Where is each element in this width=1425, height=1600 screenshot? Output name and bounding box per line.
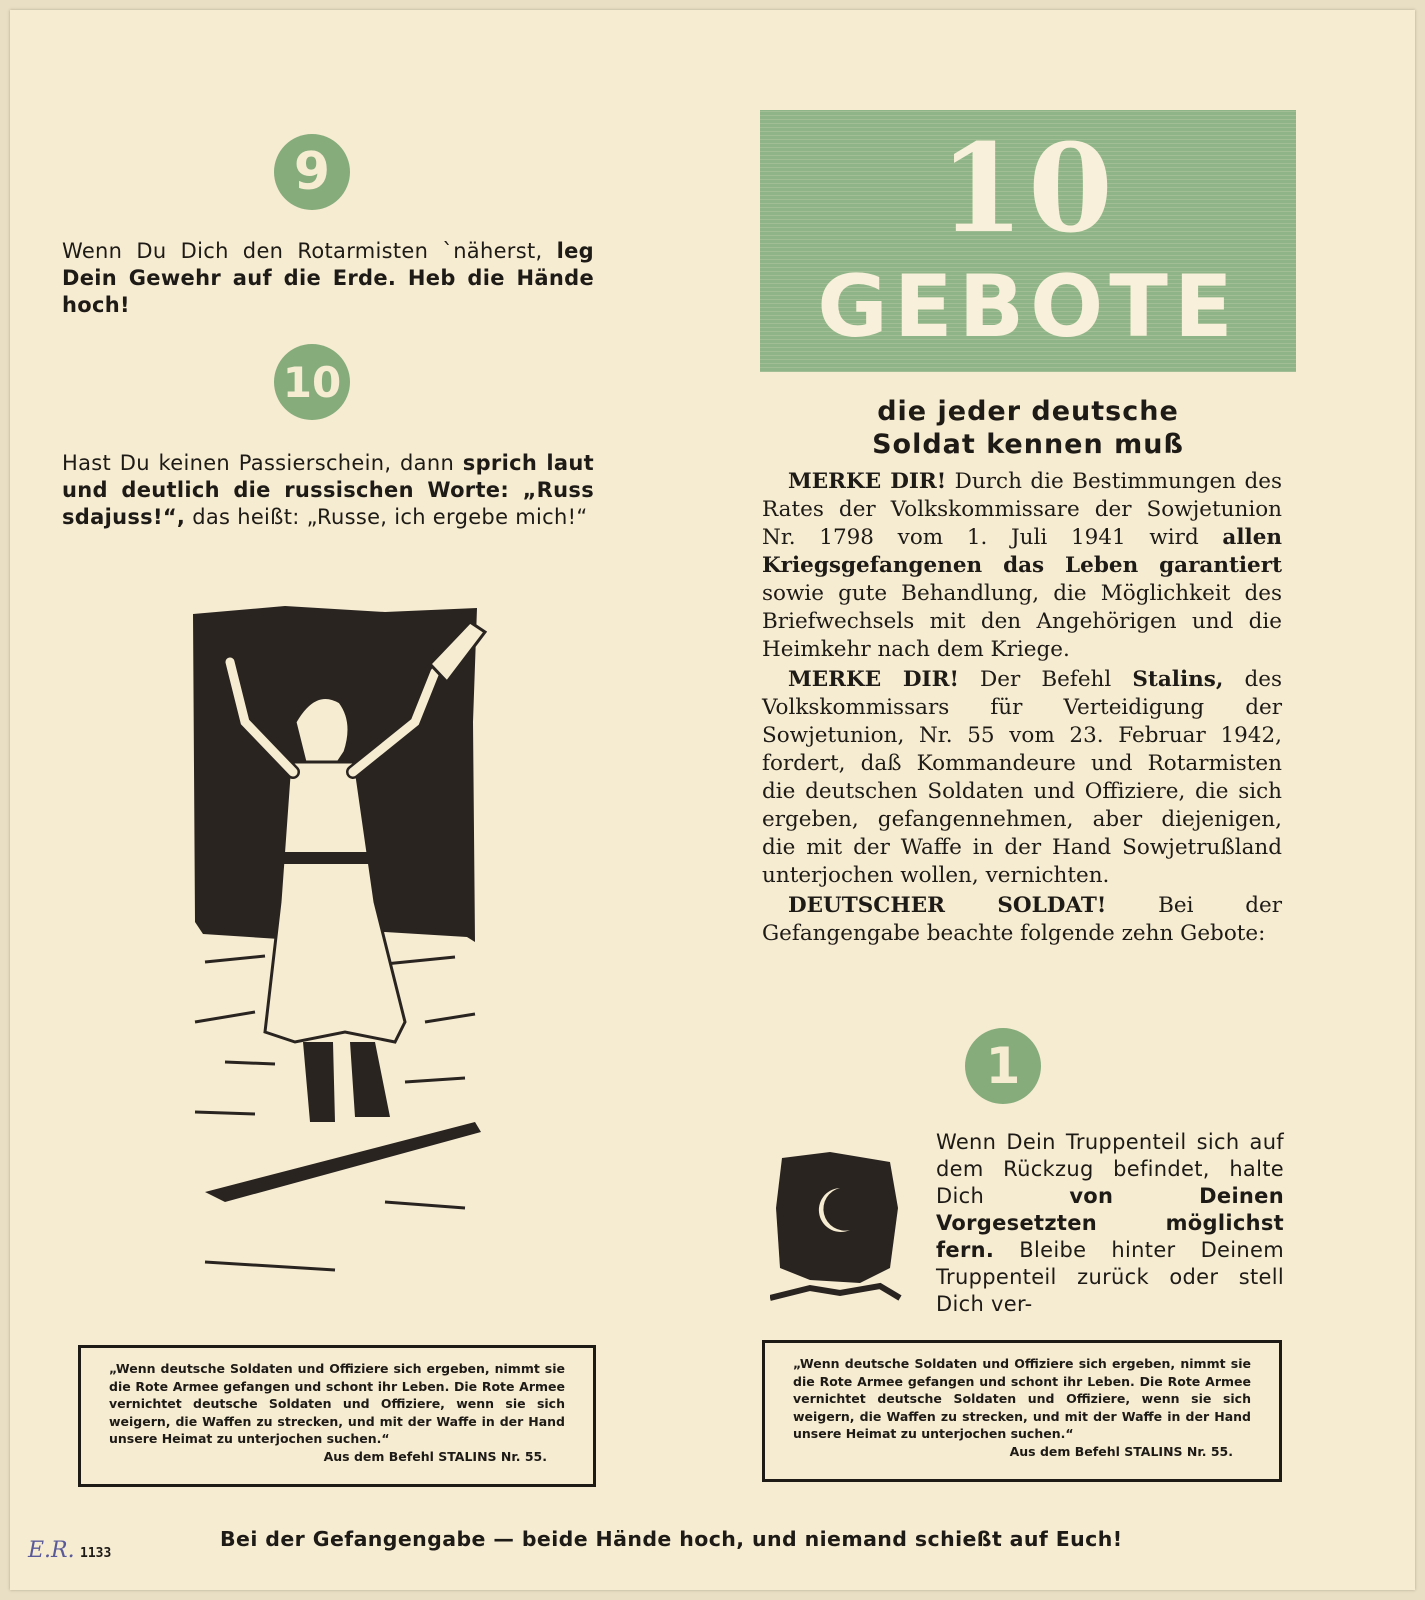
number-9-badge [274,134,350,210]
item-1-regular: Wenn Dein Truppenteil sich auf dem Rückzug befindet, halte Dich [936,1130,1284,1208]
quote-right-source: Aus dem Befehl STALINS Nr. 55. [1009,1443,1233,1459]
right-body-text [762,468,1282,948]
banner-word: GEBOTE [817,257,1239,357]
subtitle-line-1: die jeder deutsche [877,396,1179,427]
archive-number: 1133 [80,1546,112,1561]
para3-text: Bei der Gefangengabe beachte folgende zehn Gebote: [762,893,1282,946]
footer-slogan: Bei der Gefangengabe — beide Hände hoch, und niemand schießt auf Euch! [220,1527,1123,1551]
number-9-label: 9 [293,142,331,202]
quote-left-text: „Wenn deutsche Soldaten und Offiziere sich ergeben, nimmt sie die Rote Armee gefangen und schont ihr Leben. Die Rote Armee vernichtet deutsche Soldaten und Offiziere, wenn sie sich weigern, die Waffen zu strecken, und mit der Waffe in der Hand unsere Heimat zu unterjochen suchen.“ [109,1361,565,1446]
para1-text-b: sowie gute Behandlung, die Möglichkeit des Briefwechsels mit den Angehörigen und die Heimkehr nach dem Kriege. [762,581,1282,662]
item-1-regular-end: Bleibe hinter Deinem Truppenteil zurück oder stell Dich ver- [936,1238,1284,1316]
item-9-bold: leg Dein Gewehr auf die Erde. Heb die Hände hoch! [62,239,594,317]
leaflet-sheet [10,10,1415,1590]
number-1-label: 1 [985,1037,1021,1095]
number-1-badge [965,1028,1041,1104]
quote-right-text: „Wenn deutsche Soldaten und Offiziere sich ergeben, nimmt sie die Rote Armee gefangen und schont ihr Leben. Die Rote Armee vernichtet deutsche Soldaten und Offiziere, wenn sie sich weigern, die Waffen zu strecken, und mit der Waffe in der Hand unsere Heimat zu unterjochen suchen.“ [793,1356,1251,1441]
stalin-quote-box-right [762,1340,1282,1482]
paragraph-deutscher-soldat [762,892,1282,948]
item-9-text [62,238,594,319]
para3-lead: DEUTSCHER SOLDAT! [788,893,1107,918]
item-10-text [62,450,594,531]
stalin-quote-box-left [78,1345,596,1487]
subtitle-line-2: Soldat kennen muß [872,429,1184,460]
number-10-badge [274,344,350,420]
para2-lead: MERKE DIR! [788,667,959,692]
night-scene-vignette [770,1148,905,1313]
surrendering-soldier-illustration [185,602,495,1292]
quote-left-source: Aus dem Befehl STALINS Nr. 55. [323,1448,547,1464]
para2-text-a: Der Befehl [980,667,1112,692]
item-1-bold: von Deinen Vorgesetzten möglichst fern. [936,1184,1284,1262]
archive-initials: E.R. [28,1538,75,1563]
para1-bold: allen Kriegsgefangenen das Leben garantiert [762,525,1282,578]
item-9-regular: Wenn Du Dich den Rotarmisten `näherst, [62,239,543,263]
number-10-label: 10 [282,357,342,407]
item-10-regular: Hast Du keinen Passierschein, dann [62,451,455,475]
item-1-text [936,1129,1284,1318]
banner-subtitle [760,395,1296,461]
paragraph-merke-2 [762,666,1282,890]
ten-commandments-banner [760,110,1296,372]
para2-text-b: des Volkskommissars für Verteidigung der Sowjetunion, Nr. 55 vom 23. Februar 1942, fordert, daß Kommandeure und Rotarmisten die deutschen Soldaten und Offiziere, die sich ergeben, gefangennehmen, aber diejenigen, die mit der Waffe in der Hand Sowjetrußland unterjochen wollen, vernichten. [762,667,1282,888]
item-10-regular-end: das heißt: „Russe, ich ergebe mich!“ [192,505,588,529]
para1-lead: MERKE DIR! [788,469,947,494]
para2-bold: Stalins, [1132,667,1224,692]
paragraph-merke-1 [762,468,1282,664]
banner-number: 10 [939,116,1117,260]
item-10-bold: sprich laut und deutlich die russischen Worte: „Russ sdajuss!“, [62,451,594,529]
para1-text-a: Durch die Bestimmungen des Rates der Volkskommissare der Sowjetunion Nr. 1798 vom 1. Juli 1941 wird [762,469,1282,550]
